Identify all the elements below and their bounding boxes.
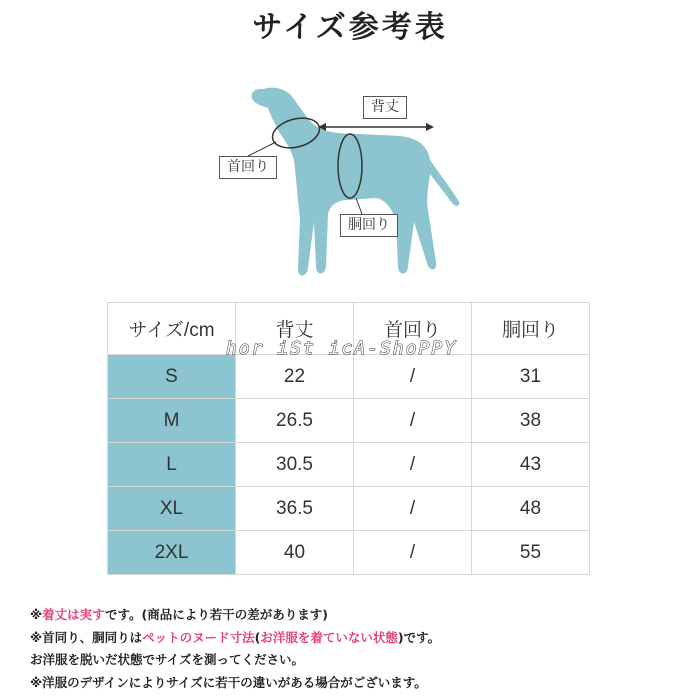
- size-cell: S: [108, 355, 236, 399]
- size-cell: 2XL: [108, 531, 236, 575]
- neck-cell: /: [354, 531, 472, 575]
- neck-cell: /: [354, 443, 472, 487]
- note-emphasis: お洋服を着ていない状態: [260, 629, 398, 645]
- dog-silhouette-icon: [0, 0, 700, 300]
- back-length-cell: 40: [236, 531, 354, 575]
- header-chest: 胴回り: [472, 303, 590, 355]
- back-length-cell: 36.5: [236, 487, 354, 531]
- chest-cell: 55: [472, 531, 590, 575]
- note-emphasis: 着丈は実す: [42, 607, 106, 622]
- size-cell: M: [108, 399, 236, 443]
- note-line-3: お洋服を脱いだ状態でサイズを測ってください。: [30, 652, 305, 667]
- note-line-2: ※首同り、胴同りはペットのヌード寸法(お洋服を着ていない状態)です。: [30, 629, 441, 645]
- header-size: サイズ/cm: [108, 303, 236, 355]
- neck-cell: /: [354, 487, 472, 531]
- chest-cell: 38: [472, 399, 590, 443]
- notes: [30, 604, 690, 694]
- neck-cell: /: [354, 355, 472, 399]
- table-row: [108, 443, 590, 487]
- back-length-cell: 22: [236, 355, 354, 399]
- note-line-4: ※洋服のデザインによりサイズに若干の違いがある場合がございます。: [30, 674, 427, 690]
- note-emphasis: ペットのヌード寸法: [142, 629, 255, 645]
- watermark: hor iSt icA-ShoPPY: [226, 338, 458, 359]
- size-cell: XL: [108, 487, 236, 531]
- header-back-length: 背丈: [236, 303, 354, 355]
- back-length-cell: 30.5: [236, 443, 354, 487]
- neck-label: 首回り: [219, 156, 277, 179]
- measurement-diagram: [0, 0, 700, 300]
- back-length-label: 背丈: [363, 96, 407, 119]
- chest-label: 胴回り: [340, 214, 398, 237]
- page-title: サイズ参考表: [252, 10, 448, 45]
- chest-cell: 31: [472, 355, 590, 399]
- table-row: [108, 399, 590, 443]
- neck-cell: /: [354, 399, 472, 443]
- note-line-1: ※着丈は実すです。(商品により若干の差があります): [30, 607, 328, 622]
- table-row: [108, 531, 590, 575]
- size-cell: L: [108, 443, 236, 487]
- chest-cell: 48: [472, 487, 590, 531]
- table-row: [108, 355, 590, 399]
- header-neck: 首回り: [354, 303, 472, 355]
- chest-cell: 43: [472, 443, 590, 487]
- table-row: [108, 487, 590, 531]
- back-length-cell: 26.5: [236, 399, 354, 443]
